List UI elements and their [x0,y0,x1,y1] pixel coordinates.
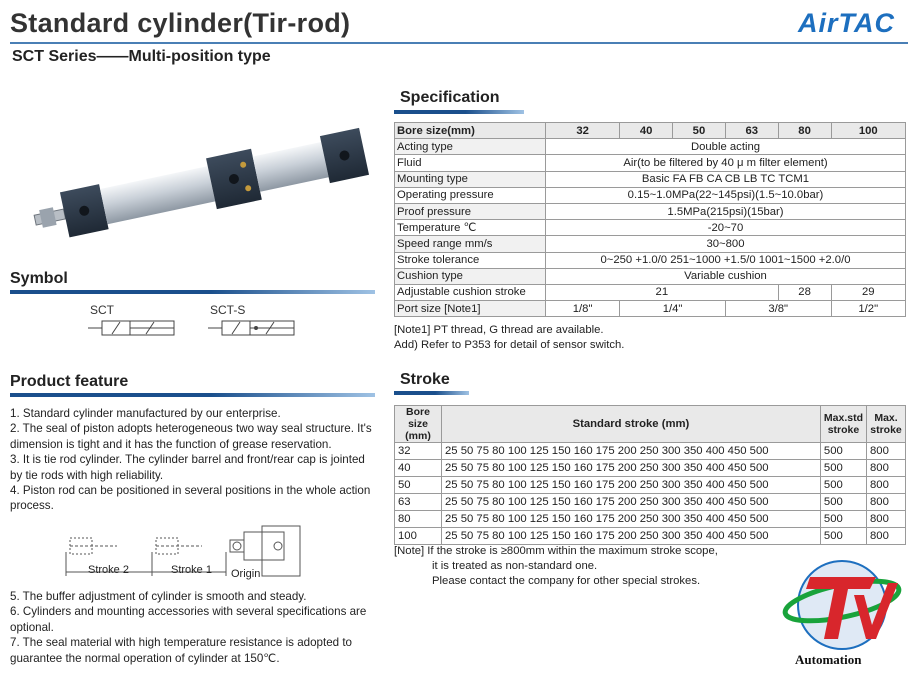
stroke-cell: 40 [395,460,442,477]
spec-row [395,171,906,187]
feature-list [10,406,380,514]
spec-header-row [395,123,906,139]
stroke-row [395,460,906,477]
page-subtitle: SCT Series——Multi-position type [12,48,271,65]
spec-row-value: 28 [778,284,831,300]
spec-row-label: Fluid [395,155,546,171]
symbol-label-sct: SCT [90,303,114,317]
page-title: Standard cylinder(Tir-rod) [10,8,351,38]
stroke-cell: 800 [867,443,906,460]
spec-row-value: 3/8" [725,301,831,317]
feature-item: 2. The seal of piston adopts heterogeneous two way seal structure. It's dimension is tight and it has the function of grease reservation. [10,422,372,451]
spec-row-value: 29 [831,284,906,300]
spec-row [395,268,906,284]
spec-row-value: -20~70 [546,220,906,236]
feature-item: 1. Standard cylinder manufactured by our enterprise. [10,407,281,420]
spec-row-port-size [395,301,906,317]
spec-bore-cell: 80 [778,123,831,139]
symbol-sct-s-diagram [208,317,300,339]
specification-heading-bar [394,110,524,114]
stroke-cell: 500 [820,443,866,460]
spec-header-bore: Bore size(mm) [395,123,546,139]
spec-row-label: Operating pressure [395,187,546,203]
symbol-heading-bar [10,290,375,294]
stroke-row [395,443,906,460]
spec-row-value: 1.5MPa(215psi)(15bar) [546,203,906,219]
spec-row-label: Proof pressure [395,203,546,219]
stroke-cell: 63 [395,494,442,511]
stroke-row [395,528,906,545]
spec-row [395,236,906,252]
stroke-header-standard: Standard stroke (mm) [442,406,821,443]
cylinder-product-image [30,118,370,238]
feature-item: 4. Piston rod can be positioned in several positions in the whole action process. [10,484,371,513]
diagram-label-stroke-2: Stroke 2 [88,564,129,576]
feature-item: 5. The buffer adjustment of cylinder is smooth and steady. [10,590,307,603]
spec-row-label: Mounting type [395,171,546,187]
stroke-cell: 25 50 75 80 100 125 150 160 175 200 250 300 350 400 450 500 [442,494,821,511]
features-heading: Product feature [10,373,129,390]
stroke-row [395,511,906,528]
feature-item: 7. The seal material with high temperature resistance is adopted to guarantee the normal operation of cylinder at 150℃. [10,636,352,665]
spec-note-1: [Note1] PT thread, G thread are available. [394,324,604,336]
stroke-cell: 800 [867,477,906,494]
stroke-cell: 32 [395,443,442,460]
spec-bore-cell: 100 [831,123,906,139]
stroke-note-2: it is treated as non-standard one. [432,560,598,572]
stroke-cell: 800 [867,528,906,545]
spec-row-value: 21 [546,284,779,300]
stroke-cell: 500 [820,528,866,545]
spec-row [395,187,906,203]
spec-row-label: Cushion type [395,268,546,284]
spec-bore-cell: 40 [620,123,673,139]
spec-row-value: Variable cushion [546,268,906,284]
spec-row-value: 1/8" [546,301,620,317]
automation-logo-text: Automation [795,652,862,667]
stroke-cell: 80 [395,511,442,528]
spec-row [395,155,906,171]
stroke-note-3: Please contact the company for other special strokes. [432,575,701,587]
spec-row-value: 0.15~1.0MPa(22~145psi)(1.5~10.0bar) [546,187,906,203]
spec-row-value: Double acting [546,139,906,155]
stroke-cell: 800 [867,494,906,511]
stroke-cell: 500 [820,511,866,528]
spec-row-adjustable-cushion [395,284,906,300]
stroke-cell: 25 50 75 80 100 125 150 160 175 200 250 300 350 400 450 500 [442,528,821,545]
spec-row-label: Temperature ℃ [395,220,546,236]
stroke-heading: Stroke [400,371,450,388]
stroke-table [394,405,906,545]
specification-table [394,122,906,317]
stroke-header-max-std: Max.std stroke [820,406,866,443]
stroke-cell: 25 50 75 80 100 125 150 160 175 200 250 300 350 400 450 500 [442,443,821,460]
spec-row [395,203,906,219]
stroke-heading-bar [394,391,469,395]
feature-list-continued [10,589,380,666]
stroke-cell: 50 [395,477,442,494]
spec-row-value: 1/4" [620,301,726,317]
stroke-header-max: Max. stroke [867,406,906,443]
diagram-label-stroke-1: Stroke 1 [171,564,212,576]
symbol-sct-diagram [88,317,180,339]
title-divider [10,42,908,44]
stroke-cell: 800 [867,460,906,477]
stroke-cell: 25 50 75 80 100 125 150 160 175 200 250 300 350 400 450 500 [442,477,821,494]
stroke-cell: 500 [820,477,866,494]
spec-row-value: 1/2" [831,301,906,317]
spec-row-label: Adjustable cushion stroke [395,284,546,300]
stroke-cell: 25 50 75 80 100 125 150 160 175 200 250 300 350 400 450 500 [442,460,821,477]
feature-item: 6. Cylinders and mounting accessories with several specifications are optional. [10,605,367,634]
spec-row [395,220,906,236]
feature-item: 3. It is tie rod cylinder. The cylinder barrel and front/rear cap is jointed by tie rods with high reliability. [10,453,365,482]
symbol-label-sct-s: SCT-S [210,303,246,317]
spec-row-value: 30~800 [546,236,906,252]
stroke-cell: 100 [395,528,442,545]
spec-row-label: Acting type [395,139,546,155]
specification-heading: Specification [400,89,500,106]
diagram-label-origin: Origin [231,568,261,580]
spec-row-label: Stroke tolerance [395,252,546,268]
stroke-header-bore: Bore size (mm) [395,406,442,443]
spec-row-value: Air(to be filtered by 40 μ m filter element) [546,155,906,171]
stroke-cell: 800 [867,511,906,528]
features-heading-bar [10,393,375,397]
spec-row [395,139,906,155]
spec-row [395,252,906,268]
spec-row-value: 0~250 +1.0/0 251~1000 +1.5/0 1001~1500 +2.0/0 [546,252,906,268]
spec-row-label: Port size [Note1] [395,301,546,317]
stroke-header-row [395,406,906,443]
spec-bore-cell: 32 [546,123,620,139]
stroke-cell: 25 50 75 80 100 125 150 160 175 200 250 300 350 400 450 500 [442,511,821,528]
spec-row-value: Basic FA FB CA CB LB TC TCM1 [546,171,906,187]
brand-logo: AirTAC [798,8,895,38]
stroke-note-1: [Note] If the stroke is ≥800mm within the maximum stroke scope, [394,545,718,557]
spec-bore-cell: 63 [725,123,778,139]
spec-note-2: Add) Refer to P353 for detail of sensor switch. [394,339,625,351]
symbol-heading: Symbol [10,270,68,287]
spec-row-label: Speed range mm/s [395,236,546,252]
stroke-cell: 500 [820,494,866,511]
stroke-cell: 500 [820,460,866,477]
stroke-row [395,494,906,511]
stroke-row [395,477,906,494]
spec-bore-cell: 50 [673,123,726,139]
